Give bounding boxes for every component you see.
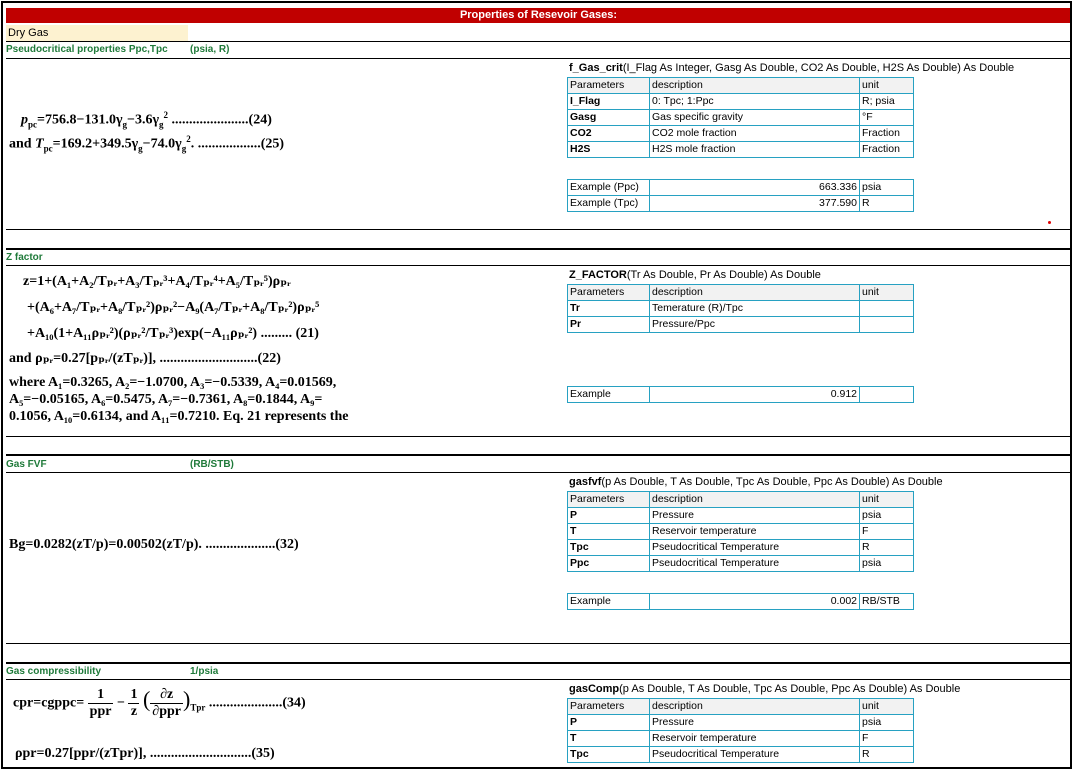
table-row	[568, 540, 914, 556]
param-unit[interactable]: psia	[860, 715, 914, 731]
header-description[interactable]: description	[650, 285, 860, 301]
divider	[6, 454, 1071, 456]
example-row	[568, 594, 914, 610]
function-signature	[569, 475, 943, 489]
table-row	[568, 301, 914, 317]
parameter-table	[567, 284, 914, 333]
param-unit[interactable]: R	[860, 747, 914, 763]
table-row	[568, 317, 914, 333]
subtitle-cell[interactable]: Dry Gas	[6, 25, 188, 41]
eq-rhs: =169.2+349.5γ	[52, 136, 139, 152]
param-desc[interactable]: Gas specific gravity	[650, 110, 860, 126]
param-unit[interactable]: R	[860, 540, 914, 556]
equation-25	[9, 130, 284, 157]
coefficients-line1: where A₁=0.3265, A₂=−1.0700, A₃=−0.5339, A₄=0.01569,	[9, 375, 337, 390]
parameter-table	[567, 698, 914, 763]
section-label-pseudocritical[interactable]: Pseudocritical properties Ppc,Tpc	[6, 44, 168, 55]
header-unit[interactable]: unit	[860, 78, 914, 94]
param-name[interactable]: I_Flag	[568, 94, 650, 110]
eq-dots: . ..................(25)	[190, 136, 285, 152]
equation-32: Bg=0.0282(zT/p)=0.00502(zT/p). ....................(32)	[9, 537, 299, 552]
divider	[6, 248, 1071, 250]
equation-21-line2: +(A₆+A₇/Tₚᵣ+A₈/Tₚᵣ²)ρₚᵣ²−A₉(A₇/Tₚᵣ+A₈/Tₚᵣ²)ρₚᵣ⁵	[27, 300, 320, 315]
divider	[6, 472, 1071, 473]
param-unit[interactable]: Fraction	[860, 126, 914, 142]
eq-lhs: cpr=cgppc=	[13, 695, 85, 711]
eq-sup: 2	[186, 134, 191, 144]
table-row	[568, 524, 914, 540]
eq-lhs: p	[21, 112, 28, 128]
header-parameters[interactable]: Parameters	[568, 78, 650, 94]
param-desc[interactable]: Pseudocritical Temperature	[650, 747, 860, 763]
param-unit[interactable]: F	[860, 524, 914, 540]
param-desc[interactable]: Temerature (R)/Tpc	[650, 301, 860, 317]
fraction	[128, 687, 139, 720]
header-parameters[interactable]: Parameters	[568, 492, 650, 508]
table-header-row	[568, 285, 914, 301]
example-unit[interactable]: RB/STB	[860, 594, 914, 610]
section-unit-gas-compressibility: 1/psia	[190, 666, 219, 677]
param-unit[interactable]: F	[860, 731, 914, 747]
equation-22: and ρₚᵣ=0.27[pₚᵣ/(zTₚᵣ)], ............................(22)	[9, 351, 281, 366]
example-table	[567, 179, 914, 212]
header-unit[interactable]: unit	[860, 699, 914, 715]
fraction-numerator: ∂z	[150, 687, 183, 704]
function-name: gasComp	[569, 683, 620, 695]
example-label[interactable]: Example	[568, 387, 650, 403]
paren-open: (	[142, 686, 151, 712]
function-name: gasfvf	[569, 476, 602, 488]
example-table	[567, 593, 914, 610]
function-signature	[569, 61, 1014, 75]
example-row	[568, 180, 914, 196]
table-row	[568, 747, 914, 763]
param-desc[interactable]: Pressure/Ppc	[650, 317, 860, 333]
fraction-denominator: z	[130, 704, 138, 719]
table-row	[568, 731, 914, 747]
param-name[interactable]: Tr	[568, 301, 650, 317]
example-label[interactable]: Example (Tpc)	[568, 196, 650, 212]
function-signature	[569, 268, 821, 282]
table-header-row	[568, 492, 914, 508]
example-unit[interactable]: R	[860, 196, 914, 212]
section-unit-pseudocritical: (psia, R)	[190, 44, 230, 55]
parameter-table	[567, 491, 914, 572]
example-row	[568, 196, 914, 212]
param-unit[interactable]: R; psia	[860, 94, 914, 110]
param-desc[interactable]: Reservoir temperature	[650, 524, 860, 540]
function-name: f_Gas_crit	[569, 62, 623, 74]
header-unit[interactable]: unit	[860, 285, 914, 301]
param-desc[interactable]: Pseudocritical Temperature	[650, 540, 860, 556]
fraction-denominator: ∂ppr	[152, 704, 181, 719]
table-row	[568, 110, 914, 126]
param-unit[interactable]	[860, 317, 914, 333]
header-description[interactable]: description	[650, 699, 860, 715]
example-label[interactable]: Example	[568, 594, 650, 610]
parameter-table	[567, 77, 914, 158]
param-unit[interactable]: psia	[860, 556, 914, 572]
param-name[interactable]: P	[568, 715, 650, 731]
example-value[interactable]: 0.002	[650, 594, 860, 610]
param-desc[interactable]: Pressure	[650, 508, 860, 524]
header-description[interactable]: description	[650, 78, 860, 94]
eq-rest: −74.0γ	[142, 136, 182, 152]
eq-dots: ......................(24)	[168, 112, 272, 128]
param-desc[interactable]: 0: Tpc; 1:Ppc	[650, 94, 860, 110]
example-unit[interactable]	[860, 387, 914, 403]
fraction	[150, 687, 183, 720]
eq-lsub: pc	[28, 119, 37, 130]
page-title: Properties of Resevoir Gases:	[459, 9, 618, 21]
coefficients-line3: 0.1056, A₁₀=0.6134, and A₁₁=0.7210. Eq. 21 represents the	[9, 409, 349, 424]
param-name[interactable]: CO2	[568, 126, 650, 142]
fraction-numerator: 1	[130, 687, 138, 702]
function-args: (I_Flag As Integer, Gasg As Double, CO2 As Double, H2S As Double) As Double	[622, 62, 1015, 74]
table-row	[568, 508, 914, 524]
eq-lhs: T	[35, 136, 44, 152]
eq-rsub2: g	[181, 143, 187, 154]
param-name[interactable]: P	[568, 508, 650, 524]
eq-sup: 2	[163, 110, 169, 120]
title-bar	[6, 8, 1071, 23]
header-parameters[interactable]: Parameters	[568, 285, 650, 301]
eq-rsub2: g	[159, 119, 164, 130]
function-signature	[569, 682, 960, 696]
table-row	[568, 715, 914, 731]
param-desc[interactable]: Reservoir temperature	[650, 731, 860, 747]
param-unit[interactable]: psia	[860, 508, 914, 524]
param-name[interactable]: Tpc	[568, 747, 650, 763]
equation-21-line1: z=1+(A₁+A₂/Tₚᵣ+A₃/Tₚᵣ³+A₄/Tₚᵣ⁴+A₅/Tₚᵣ⁵)ρₚᵣ	[23, 274, 291, 289]
eq-rest: −3.6γ	[127, 112, 160, 128]
fraction-denominator: ppr	[89, 704, 112, 719]
function-args: (Tr As Double, Pr As Double) As Double	[626, 269, 821, 281]
red-marker-icon	[1048, 221, 1051, 224]
header-parameters[interactable]: Parameters	[568, 699, 650, 715]
section-label-z-factor[interactable]: Z factor	[6, 252, 43, 263]
fraction-numerator: 1	[88, 687, 114, 704]
param-name[interactable]: Tpc	[568, 540, 650, 556]
function-name: Z_FACTOR	[569, 269, 627, 281]
divider	[6, 436, 1071, 437]
example-value[interactable]: 0.912	[650, 387, 860, 403]
fraction	[88, 687, 114, 720]
divider	[6, 41, 1071, 42]
param-desc[interactable]: H2S mole fraction	[650, 142, 860, 158]
eq-rsub: g	[122, 119, 128, 130]
divider	[6, 679, 1071, 680]
example-label[interactable]: Example (Ppc)	[568, 180, 650, 196]
eq-rhs: =756.8−131.0γ	[37, 112, 123, 128]
divider	[6, 229, 1071, 230]
section-label-gas-compressibility[interactable]: Gas compressibility	[6, 666, 102, 677]
param-name[interactable]: H2S	[568, 142, 650, 158]
param-name[interactable]: Gasg	[568, 110, 650, 126]
divider	[6, 662, 1071, 664]
table-row	[568, 94, 914, 110]
eq-lsub: pc	[43, 143, 53, 154]
param-unit[interactable]: Fraction	[860, 142, 914, 158]
equation-21-line3: +A₁₀(1+A₁₁ρₚᵣ²)(ρₚᵣ²/Tₚᵣ³)exp(−A₁₁ρₚᵣ²) ......... (21)	[27, 326, 319, 341]
header-description[interactable]: description	[650, 492, 860, 508]
table-row	[568, 126, 914, 142]
param-desc[interactable]: Pseudocritical Temperature	[650, 556, 860, 572]
section-unit-gas-fvf: (RB/STB)	[190, 459, 234, 470]
example-row	[568, 387, 914, 403]
section-label-gas-fvf[interactable]: Gas FVF	[6, 459, 47, 470]
param-unit[interactable]	[860, 301, 914, 317]
function-args: (p As Double, T As Double, Tpc As Double, Ppc As Double) As Double	[619, 683, 961, 695]
example-unit[interactable]: psia	[860, 180, 914, 196]
equation-34	[13, 687, 306, 720]
eq-dots: .....................(34)	[208, 695, 306, 711]
param-unit[interactable]: °F	[860, 110, 914, 126]
eq-prefix: and	[9, 136, 36, 152]
divider	[6, 643, 1071, 644]
table-header-row	[568, 699, 914, 715]
example-value[interactable]: 377.590	[650, 196, 860, 212]
eq-rsub: g	[138, 143, 143, 154]
header-unit[interactable]: unit	[860, 492, 914, 508]
spreadsheet-frame	[1, 1, 1072, 769]
eq-sub: Tpr	[190, 702, 206, 713]
param-name[interactable]: Ppc	[568, 556, 650, 572]
example-table	[567, 386, 914, 403]
divider	[6, 58, 1071, 59]
table-row	[568, 142, 914, 158]
function-args: (p As Double, T As Double, Tpc As Double, Ppc As Double) As Double	[601, 476, 943, 488]
param-desc[interactable]: Pressure	[650, 715, 860, 731]
table-header-row	[568, 78, 914, 94]
eq-minus: −	[116, 695, 125, 711]
param-desc[interactable]: CO2 mole fraction	[650, 126, 860, 142]
param-name[interactable]: Pr	[568, 317, 650, 333]
paren-close: )	[183, 686, 191, 712]
divider	[6, 265, 1071, 266]
example-value[interactable]: 663.336	[650, 180, 860, 196]
equation-35: ρpr=0.27[ppr/(zTpr)], .............................(35)	[15, 746, 275, 761]
table-row	[568, 556, 914, 572]
param-name[interactable]: T	[568, 524, 650, 540]
coefficients-line2: A₅=−0.05165, A₆=0.5475, A₇=−0.7361, A₈=0.1844, A₉=	[9, 392, 323, 407]
param-name[interactable]: T	[568, 731, 650, 747]
